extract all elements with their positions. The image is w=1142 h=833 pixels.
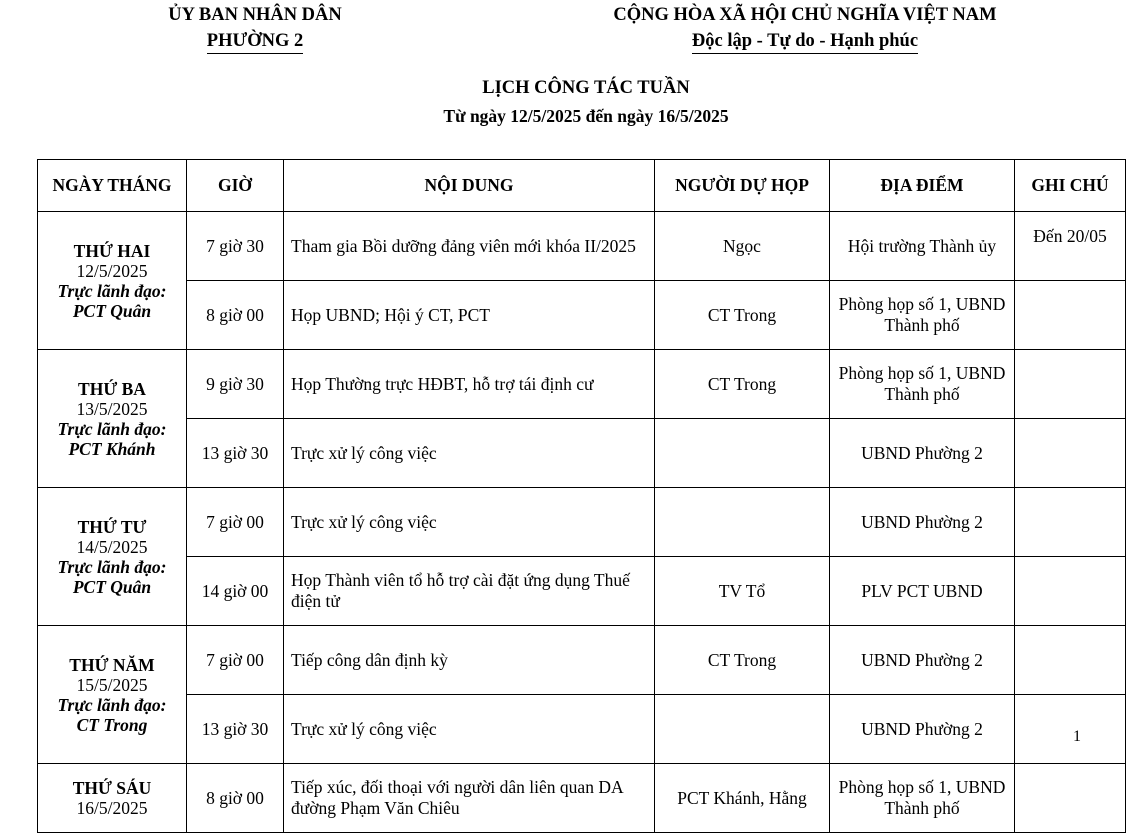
time-cell: 13 giờ 30 [187,695,284,764]
document-title: LỊCH CÔNG TÁC TUẦN [482,78,690,98]
day-name: THỨ BA [78,378,146,399]
national-motto-block [575,2,1035,54]
attendee-cell: CT Trong [655,626,830,695]
col-header-location: ĐỊA ĐIỂM [830,160,1015,212]
attendee-cell: TV Tổ [655,557,830,626]
date-value: 14/5/2025 [76,536,148,557]
col-header-date: NGÀY THÁNG [38,160,187,212]
location-cell: UBND Phường 2 [830,488,1015,557]
note-cell [1015,419,1126,488]
duty-label: Trực lãnh đạo: [57,418,167,439]
time-cell: 8 giờ 00 [187,281,284,350]
table-row [38,764,1126,833]
attendee-cell [655,419,830,488]
note-cell [1015,488,1126,557]
content-cell: Họp UBND; Hội ý CT, PCT [284,281,655,350]
date-value: 12/5/2025 [76,260,148,281]
date-value: 13/5/2025 [76,398,148,419]
page-number: 1 [1073,728,1081,745]
issuer-ward: PHƯỜNG 2 [207,30,303,54]
table-row [38,488,1126,557]
date-cell [38,212,187,350]
date-cell [38,488,187,626]
table-row [38,626,1126,695]
content-cell: Tiếp công dân định kỳ [284,626,655,695]
note-cell: Đến 20/05 [1015,212,1126,281]
document-subtitle: Từ ngày 12/5/2025 đến ngày 16/5/2025 [443,106,729,126]
duty-person: PCT Khánh [68,438,156,459]
date-cell [38,350,187,488]
attendee-cell: CT Trong [655,281,830,350]
time-cell: 13 giờ 30 [187,419,284,488]
location-cell: UBND Phường 2 [830,695,1015,764]
date-value: 15/5/2025 [76,674,148,695]
issuer-name: ỦY BAN NHÂN DÂN [168,5,342,25]
content-cell: Trực xử lý công việc [284,419,655,488]
col-header-time: GIỜ [187,160,284,212]
content-cell: Trực xử lý công việc [284,488,655,557]
date-value: 16/5/2025 [76,798,148,818]
table-row [38,350,1126,419]
attendee-cell: PCT Khánh, Hằng [655,764,830,833]
time-cell: 7 giờ 00 [187,488,284,557]
col-header-content: NỘI DUNG [284,160,655,212]
note-cell [1015,626,1126,695]
note-cell [1015,557,1126,626]
motto: Độc lập - Tự do - Hạnh phúc [692,30,918,54]
location-cell: Phòng họp số 1, UBND Thành phố [830,281,1015,350]
note-cell [1015,350,1126,419]
col-header-note: GHI CHÚ [1015,160,1126,212]
table-row [38,557,1126,626]
table-row [38,212,1126,281]
time-cell: 8 giờ 00 [187,764,284,833]
location-cell: Phòng họp số 1, UBND Thành phố [830,764,1015,833]
duty-person: PCT Quân [72,576,152,597]
day-name: THỨ TƯ [77,516,147,537]
day-name: THỨ HAI [73,240,151,261]
note-cell [1015,281,1126,350]
table-row [38,281,1126,350]
location-cell: PLV PCT UBND [830,557,1015,626]
attendee-cell [655,695,830,764]
note-cell [1015,764,1126,833]
location-cell: Hội trường Thành ủy [830,212,1015,281]
content-cell: Họp Thường trực HĐBT, hỗ trợ tái định cư [284,350,655,419]
duty-person: PCT Quân [72,300,152,321]
issuer-block [130,2,380,54]
duty-label: Trực lãnh đạo: [57,556,167,577]
content-cell: Tham gia Bồi dưỡng đảng viên mới khóa II/2025 [284,212,655,281]
location-cell: UBND Phường 2 [830,626,1015,695]
note-cell [1015,695,1126,764]
col-header-attendee: NGƯỜI DỰ HỌP [655,160,830,212]
day-name: THỨ SÁU [72,778,152,798]
schedule-table [37,159,1126,833]
duty-person: CT Trong [76,714,148,735]
day-name: THỨ NĂM [69,654,155,675]
time-cell: 9 giờ 30 [187,350,284,419]
date-cell [38,626,187,764]
duty-label: Trực lãnh đạo: [57,694,167,715]
table-row [38,695,1126,764]
time-cell: 7 giờ 00 [187,626,284,695]
time-cell: 14 giờ 00 [187,557,284,626]
duty-label: Trực lãnh đạo: [57,280,167,301]
date-cell [38,764,187,833]
attendee-cell [655,488,830,557]
content-cell: Họp Thành viên tổ hỗ trợ cài đặt ứng dụng Thuế điện tử [284,557,655,626]
attendee-cell: CT Trong [655,350,830,419]
location-cell: Phòng họp số 1, UBND Thành phố [830,350,1015,419]
country-name: CỘNG HÒA XÃ HỘI CHỦ NGHĨA VIỆT NAM [613,5,997,25]
content-cell: Tiếp xúc, đối thoại với người dân liên quan DA đường Phạm Văn Chiêu [284,764,655,833]
content-cell: Trực xử lý công việc [284,695,655,764]
time-cell: 7 giờ 30 [187,212,284,281]
attendee-cell: Ngọc [655,212,830,281]
table-row [38,419,1126,488]
location-cell: UBND Phường 2 [830,419,1015,488]
table-header-row [38,160,1126,212]
